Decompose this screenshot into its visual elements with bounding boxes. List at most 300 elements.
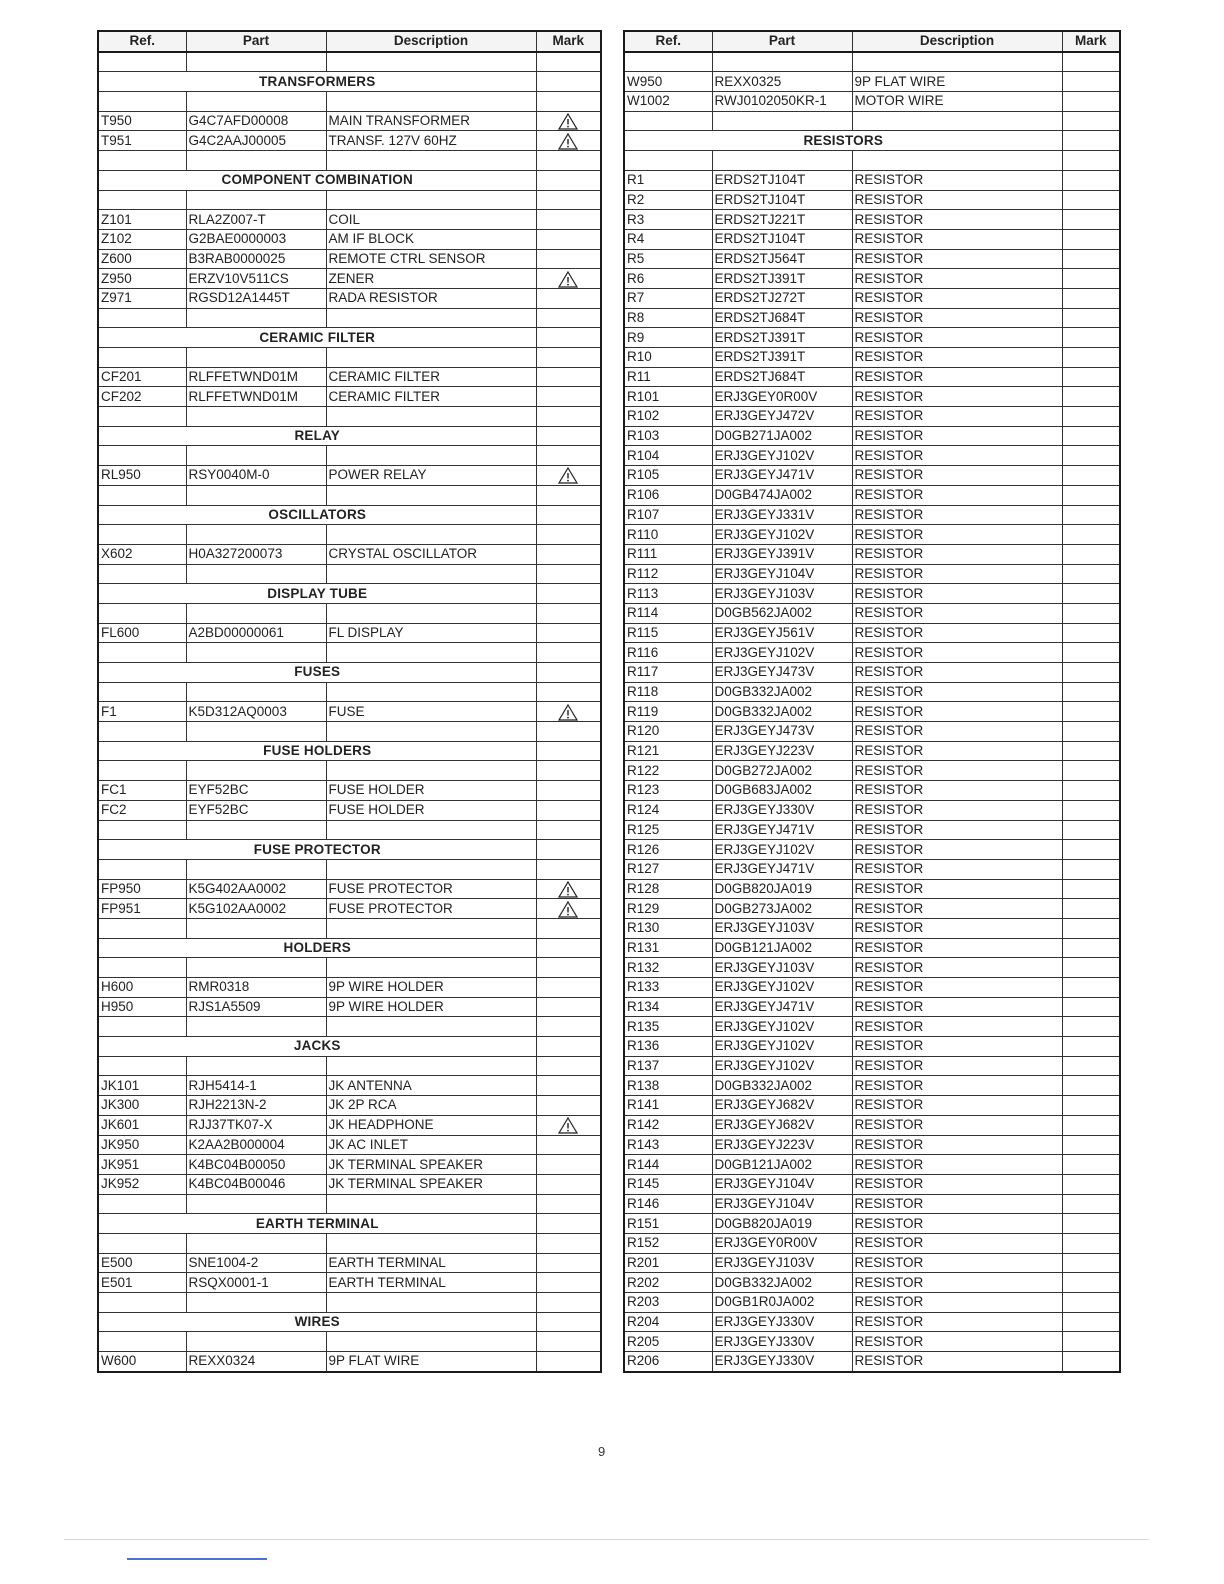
description-cell: 9P FLAT WIRE xyxy=(852,72,1062,92)
empty-cell xyxy=(624,151,712,171)
empty-cell xyxy=(326,52,536,72)
ref-cell: FC1 xyxy=(98,781,186,801)
empty-cell xyxy=(536,446,601,466)
description-cell: RESISTOR xyxy=(852,1253,1062,1273)
table-row xyxy=(624,1253,1120,1273)
mark-cell xyxy=(536,800,601,820)
empty-cell xyxy=(1062,131,1120,151)
empty-cell xyxy=(536,1056,601,1076)
description-cell: RESISTOR xyxy=(852,1352,1062,1372)
safety-warning-icon xyxy=(558,704,578,719)
empty-cell xyxy=(536,72,601,92)
table-row xyxy=(624,623,1120,643)
ref-cell: R137 xyxy=(624,1056,712,1076)
part-cell: RMR0318 xyxy=(186,978,326,998)
description-cell: RESISTOR xyxy=(852,722,1062,742)
table-row xyxy=(624,1194,1120,1214)
table-row xyxy=(624,761,1120,781)
table-row xyxy=(624,210,1120,230)
description-cell: EARTH TERMINAL xyxy=(326,1273,536,1293)
description-cell: RESISTOR xyxy=(852,1312,1062,1332)
table-row xyxy=(98,899,601,919)
ref-cell: E500 xyxy=(98,1253,186,1273)
ref-cell: F1 xyxy=(98,702,186,722)
ref-cell: R135 xyxy=(624,1017,712,1037)
empty-cell xyxy=(326,1332,536,1352)
table-row xyxy=(624,564,1120,584)
description-cell: RESISTOR xyxy=(852,1096,1062,1116)
table-row xyxy=(624,879,1120,899)
blank-row xyxy=(98,820,601,840)
part-cell: ERJ3GEYJ330V xyxy=(712,800,852,820)
table-row xyxy=(624,1056,1120,1076)
mark-cell xyxy=(536,1155,601,1175)
table-row xyxy=(624,72,1120,92)
table-row xyxy=(624,840,1120,860)
ref-cell: FP950 xyxy=(98,879,186,899)
part-cell: RGSD12A1445T xyxy=(186,288,326,308)
ref-cell: T950 xyxy=(98,111,186,131)
empty-cell xyxy=(326,525,536,545)
table-row xyxy=(624,1273,1120,1293)
ref-cell: R106 xyxy=(624,485,712,505)
ref-cell: R10 xyxy=(624,348,712,368)
description-cell: RESISTOR xyxy=(852,1214,1062,1234)
description-cell: JK TERMINAL SPEAKER xyxy=(326,1174,536,1194)
ref-cell: Z600 xyxy=(98,249,186,269)
safety-warning-icon xyxy=(558,113,578,128)
ref-cell: R3 xyxy=(624,210,712,230)
description-cell: RESISTOR xyxy=(852,918,1062,938)
description-cell: FUSE HOLDER xyxy=(326,781,536,801)
section-title: EARTH TERMINAL xyxy=(98,1214,536,1234)
ref-cell: R112 xyxy=(624,564,712,584)
part-cell: ERJ3GEYJ104V xyxy=(712,564,852,584)
empty-cell xyxy=(624,52,712,72)
section-title: DISPLAY TUBE xyxy=(98,584,536,604)
ref-cell: R119 xyxy=(624,702,712,722)
empty-cell xyxy=(536,328,601,348)
blank-row xyxy=(98,407,601,427)
ref-cell: W950 xyxy=(624,72,712,92)
table-row xyxy=(98,800,601,820)
mark-cell xyxy=(1062,308,1120,328)
mark-cell xyxy=(1062,879,1120,899)
table-row xyxy=(624,525,1120,545)
part-cell: H0A327200073 xyxy=(186,544,326,564)
mark-cell xyxy=(1062,1293,1120,1313)
table-row xyxy=(624,702,1120,722)
empty-cell xyxy=(98,190,186,210)
mark-cell xyxy=(1062,1174,1120,1194)
table-row xyxy=(624,1233,1120,1253)
description-cell: POWER RELAY xyxy=(326,466,536,486)
ref-cell: R2 xyxy=(624,190,712,210)
table-row xyxy=(98,1253,601,1273)
table-row xyxy=(624,92,1120,112)
empty-cell xyxy=(98,525,186,545)
empty-cell xyxy=(326,190,536,210)
mark-cell xyxy=(536,997,601,1017)
ref-cell: W600 xyxy=(98,1352,186,1372)
ref-cell: R113 xyxy=(624,584,712,604)
part-cell: ERJ3GEYJ102V xyxy=(712,1056,852,1076)
section-title: RESISTORS xyxy=(624,131,1062,151)
description-cell: CERAMIC FILTER xyxy=(326,367,536,387)
part-cell: ERJ3GEYJ223V xyxy=(712,741,852,761)
empty-cell xyxy=(536,663,601,683)
ref-cell: JK601 xyxy=(98,1115,186,1135)
empty-cell xyxy=(852,151,1062,171)
empty-cell xyxy=(326,407,536,427)
blank-row xyxy=(98,348,601,368)
blank-row xyxy=(98,1332,601,1352)
description-cell: RESISTOR xyxy=(852,466,1062,486)
table-row xyxy=(624,544,1120,564)
table-row xyxy=(98,367,601,387)
empty-cell xyxy=(326,485,536,505)
part-cell: ERJ3GEYJ471V xyxy=(712,997,852,1017)
empty-cell xyxy=(326,958,536,978)
mark-cell xyxy=(1062,938,1120,958)
blank-row xyxy=(98,603,601,623)
ref-cell: R7 xyxy=(624,288,712,308)
empty-cell xyxy=(326,564,536,584)
ref-cell: R101 xyxy=(624,387,712,407)
ref-cell: R128 xyxy=(624,879,712,899)
empty-cell xyxy=(98,682,186,702)
mark-cell xyxy=(1062,544,1120,564)
table-row xyxy=(624,958,1120,978)
description-cell: RESISTOR xyxy=(852,269,1062,289)
description-cell: RESISTOR xyxy=(852,1174,1062,1194)
table-row xyxy=(98,623,601,643)
empty-cell xyxy=(536,603,601,623)
mark-cell xyxy=(1062,1332,1120,1352)
mark-cell xyxy=(1062,702,1120,722)
ref-cell: Z101 xyxy=(98,210,186,230)
description-cell: RESISTOR xyxy=(852,229,1062,249)
part-cell: ERZV10V511CS xyxy=(186,269,326,289)
mark-cell xyxy=(1062,603,1120,623)
description-cell: RESISTOR xyxy=(852,682,1062,702)
table-row xyxy=(624,603,1120,623)
mark-cell xyxy=(1062,525,1120,545)
ref-cell: R205 xyxy=(624,1332,712,1352)
mark-cell xyxy=(1062,1273,1120,1293)
description-cell: RESISTOR xyxy=(852,525,1062,545)
mark-cell xyxy=(1062,1312,1120,1332)
table-row xyxy=(624,800,1120,820)
ref-cell: R143 xyxy=(624,1135,712,1155)
table-row xyxy=(624,643,1120,663)
part-cell: D0GB272JA002 xyxy=(712,761,852,781)
ref-cell: R104 xyxy=(624,446,712,466)
mark-cell xyxy=(1062,387,1120,407)
mark-cell xyxy=(1062,1096,1120,1116)
empty-cell xyxy=(536,840,601,860)
empty-cell xyxy=(536,584,601,604)
part-cell: ERJ3GEYJ473V xyxy=(712,663,852,683)
description-cell: RESISTOR xyxy=(852,859,1062,879)
part-cell: ERJ3GEYJ102V xyxy=(712,840,852,860)
table-row xyxy=(624,269,1120,289)
mark-cell xyxy=(536,387,601,407)
mark-cell xyxy=(1062,800,1120,820)
safety-warning-icon xyxy=(558,271,578,286)
empty-cell xyxy=(326,1056,536,1076)
empty-cell xyxy=(186,761,326,781)
description-cell: RADA RESISTOR xyxy=(326,288,536,308)
empty-cell xyxy=(326,1293,536,1313)
mark-cell xyxy=(1062,1194,1120,1214)
table-row xyxy=(624,407,1120,427)
ref-cell: X602 xyxy=(98,544,186,564)
mark-cell xyxy=(1062,918,1120,938)
ref-cell: R4 xyxy=(624,229,712,249)
section-header-row xyxy=(624,131,1120,151)
table-row xyxy=(98,1174,601,1194)
empty-cell xyxy=(186,485,326,505)
blank-row xyxy=(624,151,1120,171)
safety-warning-icon xyxy=(558,1117,578,1132)
description-cell: RESISTOR xyxy=(852,1233,1062,1253)
part-cell: ERJ3GEYJ102V xyxy=(712,643,852,663)
mark-cell xyxy=(536,1135,601,1155)
part-cell: SNE1004-2 xyxy=(186,1253,326,1273)
empty-cell xyxy=(186,1332,326,1352)
part-cell: ERDS2TJ104T xyxy=(712,229,852,249)
mark-cell xyxy=(536,879,601,899)
ref-cell: FC2 xyxy=(98,800,186,820)
description-cell: RESISTOR xyxy=(852,1273,1062,1293)
ref-cell: Z102 xyxy=(98,229,186,249)
ref-cell: R132 xyxy=(624,958,712,978)
empty-cell xyxy=(186,1017,326,1037)
part-cell: D0GB271JA002 xyxy=(712,426,852,446)
section-title: JACKS xyxy=(98,1037,536,1057)
mark-cell xyxy=(1062,1253,1120,1273)
table-row xyxy=(624,1332,1120,1352)
mark-cell xyxy=(1062,584,1120,604)
right-table-body xyxy=(624,52,1120,1372)
table-row xyxy=(624,820,1120,840)
mark-cell xyxy=(1062,1076,1120,1096)
blank-row xyxy=(624,111,1120,131)
table-row xyxy=(624,485,1120,505)
part-cell: ERJ3GEYJ682V xyxy=(712,1115,852,1135)
empty-cell xyxy=(326,918,536,938)
mark-cell xyxy=(1062,564,1120,584)
part-cell: ERJ3GEYJ102V xyxy=(712,1037,852,1057)
mark-cell xyxy=(1062,741,1120,761)
description-cell: RESISTOR xyxy=(852,170,1062,190)
empty-cell xyxy=(98,1293,186,1313)
empty-cell xyxy=(326,859,536,879)
empty-cell xyxy=(98,308,186,328)
empty-cell xyxy=(186,820,326,840)
empty-cell xyxy=(98,603,186,623)
blank-row xyxy=(98,485,601,505)
part-cell: ERJ3GEYJ103V xyxy=(712,918,852,938)
mark-cell xyxy=(1062,466,1120,486)
ref-cell: R131 xyxy=(624,938,712,958)
page-number: 9 xyxy=(598,1444,606,1459)
description-cell: RESISTOR xyxy=(852,761,1062,781)
table-row xyxy=(98,249,601,269)
mark-cell xyxy=(1062,1233,1120,1253)
table-header-row xyxy=(624,31,1120,52)
table-row xyxy=(624,505,1120,525)
description-cell: JK TERMINAL SPEAKER xyxy=(326,1155,536,1175)
ref-cell: R9 xyxy=(624,328,712,348)
part-cell: ERDS2TJ104T xyxy=(712,190,852,210)
description-cell: JK 2P RCA xyxy=(326,1096,536,1116)
section-header-row xyxy=(98,741,601,761)
section-header-row xyxy=(98,1312,601,1332)
empty-cell xyxy=(536,859,601,879)
part-cell: EYF52BC xyxy=(186,781,326,801)
empty-cell xyxy=(186,958,326,978)
empty-cell xyxy=(536,170,601,190)
section-header-row xyxy=(98,663,601,683)
description-cell: FUSE HOLDER xyxy=(326,800,536,820)
table-row xyxy=(624,1076,1120,1096)
mark-cell xyxy=(1062,249,1120,269)
ref-cell: R114 xyxy=(624,603,712,623)
empty-cell xyxy=(536,820,601,840)
table-row xyxy=(624,1037,1120,1057)
description-cell: RESISTOR xyxy=(852,938,1062,958)
section-title: TRANSFORMERS xyxy=(98,72,536,92)
part-cell: ERJ3GEYJ472V xyxy=(712,407,852,427)
part-cell: K5D312AQ0003 xyxy=(186,702,326,722)
part-cell: ERJ3GEYJ471V xyxy=(712,466,852,486)
section-header-row xyxy=(98,426,601,446)
part-cell: ERDS2TJ564T xyxy=(712,249,852,269)
part-cell: RLFFETWND01M xyxy=(186,387,326,407)
table-row xyxy=(624,1115,1120,1135)
empty-cell xyxy=(186,525,326,545)
empty-cell xyxy=(326,446,536,466)
table-row xyxy=(624,859,1120,879)
blank-row xyxy=(98,446,601,466)
ref-cell: Z950 xyxy=(98,269,186,289)
description-cell: CERAMIC FILTER xyxy=(326,387,536,407)
empty-cell xyxy=(186,1293,326,1313)
empty-cell xyxy=(536,92,601,112)
ref-cell: R125 xyxy=(624,820,712,840)
ref-cell: R144 xyxy=(624,1155,712,1175)
ref-cell: R107 xyxy=(624,505,712,525)
ref-cell: R118 xyxy=(624,682,712,702)
empty-cell xyxy=(326,92,536,112)
mark-cell xyxy=(536,1096,601,1116)
mark-cell xyxy=(536,1115,601,1135)
ref-cell: T951 xyxy=(98,131,186,151)
empty-cell xyxy=(98,92,186,112)
description-cell: RESISTOR xyxy=(852,348,1062,368)
part-cell: ERJ3GEYJ330V xyxy=(712,1312,852,1332)
part-cell: D0GB820JA019 xyxy=(712,879,852,899)
description-cell: RESISTOR xyxy=(852,997,1062,1017)
table-row xyxy=(98,781,601,801)
empty-cell xyxy=(326,151,536,171)
ref-cell: R102 xyxy=(624,407,712,427)
description-cell: RESISTOR xyxy=(852,1293,1062,1313)
part-cell: REXX0324 xyxy=(186,1352,326,1372)
description-cell: JK AC INLET xyxy=(326,1135,536,1155)
mark-cell xyxy=(1062,328,1120,348)
ref-cell: R126 xyxy=(624,840,712,860)
empty-cell xyxy=(536,682,601,702)
empty-cell xyxy=(536,1312,601,1332)
empty-cell xyxy=(326,308,536,328)
part-cell: D0GB332JA002 xyxy=(712,1273,852,1293)
ref-cell: CF202 xyxy=(98,387,186,407)
empty-cell xyxy=(326,348,536,368)
empty-cell xyxy=(98,958,186,978)
description-cell: EARTH TERMINAL xyxy=(326,1253,536,1273)
section-title: FUSE PROTECTOR xyxy=(98,840,536,860)
description-cell: 9P WIRE HOLDER xyxy=(326,997,536,1017)
description-cell: RESISTOR xyxy=(852,820,1062,840)
empty-cell xyxy=(536,348,601,368)
empty-cell xyxy=(186,52,326,72)
mark-cell xyxy=(536,1273,601,1293)
part-cell: RJJ37TK07-X xyxy=(186,1115,326,1135)
empty-cell xyxy=(326,761,536,781)
mark-cell xyxy=(536,1076,601,1096)
blank-row xyxy=(98,92,601,112)
table-row xyxy=(98,466,601,486)
description-cell: AM IF BLOCK xyxy=(326,229,536,249)
mark-cell xyxy=(1062,1056,1120,1076)
part-cell: D0GB121JA002 xyxy=(712,1155,852,1175)
table-row xyxy=(98,1155,601,1175)
mark-cell xyxy=(536,229,601,249)
empty-cell xyxy=(536,190,601,210)
part-cell: K4BC04B00046 xyxy=(186,1174,326,1194)
empty-cell xyxy=(98,446,186,466)
description-cell: RESISTOR xyxy=(852,249,1062,269)
part-cell: D0GB683JA002 xyxy=(712,781,852,801)
section-header-row xyxy=(98,840,601,860)
mark-cell xyxy=(1062,663,1120,683)
part-cell: ERJ3GEYJ102V xyxy=(712,978,852,998)
description-cell: MOTOR WIRE xyxy=(852,92,1062,112)
table-row xyxy=(624,446,1120,466)
mark-cell xyxy=(536,249,601,269)
table-row xyxy=(98,1096,601,1116)
empty-cell xyxy=(186,643,326,663)
table-row xyxy=(624,899,1120,919)
description-cell: REMOTE CTRL SENSOR xyxy=(326,249,536,269)
empty-cell xyxy=(98,722,186,742)
empty-cell xyxy=(98,348,186,368)
table-row xyxy=(624,722,1120,742)
part-cell: ERJ3GEYJ103V xyxy=(712,584,852,604)
part-cell: ERJ3GEYJ391V xyxy=(712,544,852,564)
empty-cell xyxy=(536,1233,601,1253)
description-cell: RESISTOR xyxy=(852,328,1062,348)
part-cell: RJH2213N-2 xyxy=(186,1096,326,1116)
empty-cell xyxy=(98,564,186,584)
description-cell: RESISTOR xyxy=(852,840,1062,860)
part-cell: B3RAB0000025 xyxy=(186,249,326,269)
section-title: FUSE HOLDERS xyxy=(98,741,536,761)
part-cell: ERDS2TJ684T xyxy=(712,308,852,328)
